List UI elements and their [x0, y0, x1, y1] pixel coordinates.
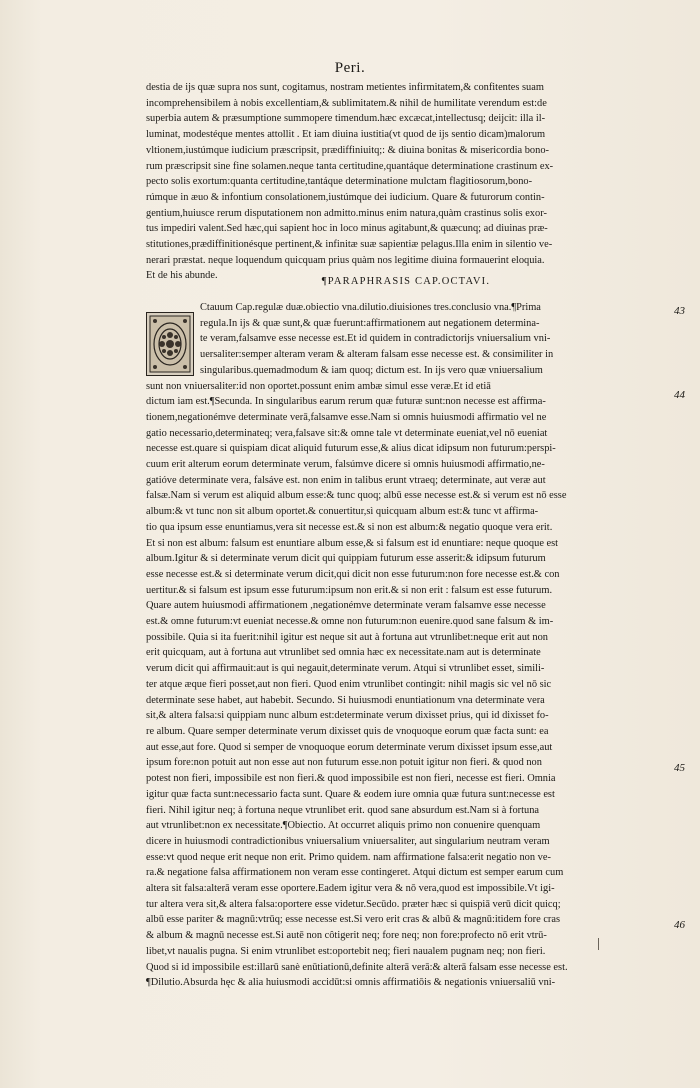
ink-mark: [598, 938, 599, 950]
text-line: Quare autem huiusmodi affirmationem ,negationémve determinate veram falsamve esse necesse: [146, 600, 546, 612]
text-line: rum præscripsit sine fine solamen.neque tanta certitudine,quantáque determinatione crastinum ex-: [146, 160, 554, 172]
section-heading: ¶PARAPHRASIS CAP.OCTAVI.: [321, 276, 491, 287]
text-line: album:& vt tunc non sit album oportet.& conuertitur,sì quicquam album est:& tunc vt affirma-: [146, 506, 539, 518]
text-line: determinate sese habet, aut habebit. Secundo. Si huiusmodi enuntiationum vna determinate vera: [146, 694, 545, 706]
text-line: cuum erit alterum eorum determinate verum, falsúmve dicere si omnis huiusmodi affirmatio,ne-: [146, 459, 545, 471]
text-line: aut esse,aut fore. Quod si semper de vnoquoque eorum determinate verum dixisset ipsum esse,aut: [146, 741, 553, 753]
text-line: libet,vt naualis pugna. Si enim vtrunlibet est:oportebit neq; fieri naualem pugnam neq; non fieri.: [146, 945, 546, 957]
text-line: Quod si id impossibile est:illarū sanè enūtiationū,definite alterā verā:& alterā falsam esse necesse est.: [146, 961, 568, 973]
text-line: tus impediri valent.Sed hæc,qui sapient hoc in loco minus agitabunt,& quæcunq; ad diuinas præ-: [146, 223, 548, 235]
running-head: Peri.: [334, 60, 366, 76]
text-line: altera sit falsa:alterā veram esse oportere.Eadem igitur vera & nō vera,quod est impossibile.Vt igi-: [146, 883, 555, 895]
ornamental-initial-icon: [146, 312, 194, 376]
text-line: potest non fieri, impossibile est non fieri.& quod impossibile est non fieri, necesse est fieri. Omnia: [146, 773, 556, 785]
text-line: pecto solis exortum:quanta certitudine,tantáque determinatione mulctam flagitiosorum,bono-: [146, 176, 533, 188]
text-line: superbia autem & præsumptione summopere timendum.hæc excæcat,intellectusq; deijcit: illa il-: [146, 113, 546, 125]
text-line: stitutiones,prædiffinitionésque pertinent,& infinitæ suæ sapientiæ pelagus.Illa enim in silentio ve-: [146, 239, 553, 251]
text-line: & album & magnū necesse est.Si autē non côtigerit neq; fore neq; non fore:profecto nō erit vtrū-: [146, 930, 547, 942]
text-line: albū esse pariter & magnū:vtrūq; esse necesse est.Si vero erit cras & albū & magnū:itidem fore cras: [146, 914, 561, 926]
text-line: luminat, modestéque mentes attollit . Et iam diuina iustitia(vt quod de ijs sentio dicam)malorum: [146, 129, 546, 141]
text-line: uersaliter:semper alteram veram & alteram falsam esse necesse est. & consimiliter in: [200, 349, 554, 361]
margin-number: 44: [674, 389, 685, 401]
text-line: ¶Dilutio.Absurda hęc & alia huiusmodi accidūt:si omnis affirmatiōis & negationis vniuersaliū vni-: [146, 977, 556, 989]
text-line: Et si non est album: falsum est enuntiare album esse,& si falsum est id enuntiare: neque quoque est: [146, 537, 559, 549]
text-line: uertitur.& si falsum est ipsum esse futurum:ipsum non erit.& si non erit : falsum est esse futurum.: [146, 584, 553, 596]
text-line: ipsum fore:non potuit aut non esse aut non futurum esse.non potuit igitur non fieri. & quod non: [146, 757, 542, 769]
margin-number: 43: [674, 305, 685, 317]
text-line: esse necesse est.& si determinate verum dicit,qui dicit non esse futurum:non fore necesse est.& con: [146, 568, 560, 580]
text-line: esse:vt quod neque erit neque non erit. Primo quidem. nam affirmatione falsa:erit negatio non ve-: [146, 851, 551, 863]
text-line: erit quicquam, aut à fortuna aut vtrunlibet sed omnia hæc ex necessitate.nam aut is determinate: [146, 647, 541, 659]
margin-number: 45: [674, 762, 685, 774]
text-line: gatio necessario,determinateq; vera,falsave sit:& omne tale vt determinate eueniat,vel nō eueniat: [146, 427, 548, 439]
text-line: album.Igitur & si determinate verum dicit qui quippiam futurum esse asserit:& idipsum futurum: [146, 553, 546, 565]
text-line: dictum iam est.¶Secunda. In singularibus earum rerum quæ futuræ sunt:non necesse est affirma-: [146, 396, 546, 408]
text-line: aut vtrunlibet:non ex necessitate.¶Obiectio. At occurret aliquis primo non conuenire quenquam: [146, 820, 541, 832]
text-line: ter atque æque fieri posset,aut non fieri. Quod enim vtrunlibet contingit: nihil magis sic vel nō sic: [146, 678, 552, 690]
text-line: Et de his abunde.: [146, 270, 218, 282]
text-line: igitur quæ facta sunt:necessario facta sunt. Quare & eodem iure omnia quæ futura sunt:necesse est: [146, 788, 555, 800]
text-line: est.& omne futurum:vt eueniat necesse.& omne non futurum:non euenire.quod sane falsum & im-: [146, 616, 554, 628]
text-line: vltionem,iustúmque iudicium præscripsit, prædiffiniuitq;: & diuina bonitas & misericordia bono-: [146, 144, 549, 156]
text-line: destia de ijs quæ supra nos sunt, cogitamus, nostram metientes infirmitatem,& confitentes suam: [146, 82, 544, 93]
text-line: sit,& altera falsa:si quippiam nunc album est:determinate verum dixisset prius, qui id dixisset fo-: [146, 710, 549, 722]
text-line: tio qua ipsum esse enuntiamus,vera sit necesse est.& si non est album:& negatio quoque vera erit.: [146, 521, 553, 533]
rosette-icon: [149, 315, 191, 373]
text-line: gatióve determinate vera, falsáve est. non enim in talibus erunt vtraeq; determinate, aut veræ aut: [146, 474, 546, 486]
text-line: necesse est.quare si quispiam dicat aliquid futurum esse,& alius dicat idipsum non futurum:perspi-: [146, 443, 556, 455]
text-line: dicere in huiusmodi contradictionibus vniuersalium vniuersaliter, aut singularium neutram veram: [146, 835, 550, 847]
text-line: possibile. Quia si ita fuerit:nihil igitur est neque sit aut à fortuna aut vtrunlibet:neque erit aut non: [146, 631, 548, 643]
main-text-block: [146, 300, 666, 991]
margin-number: 46: [674, 919, 685, 931]
text-line: Ctauum Cap.regulæ duæ.obiectio vna.dilutio.diuisiones tres.conclusio vna.¶Prima: [200, 302, 541, 313]
text-line: incomprehensibilem à nobis excellentiam,& sublimitatem.& nihil de humilitate verendum est:de: [146, 97, 547, 109]
text-line: tionem,negationémve determinate verā,falsamve esse.Nam si omnis huiusmodi affirmatio vel ne: [146, 411, 547, 423]
text-line: ra.& negatione falsa affirmationem non veram esse contingeret. Atqui dictum est semper earum cum: [146, 867, 564, 879]
text-line: re album. Quare semper determinate verum dixisset quis de vnoquoque eorum quæ facta sunt: ea: [146, 725, 549, 737]
intro-text-block: [146, 80, 666, 284]
text-line: te veram,falsamve esse necesse est.Et id quidem in contradictorijs vniuersalium vni-: [200, 333, 551, 345]
text-line: regula.In ijs & quæ sunt,& quæ fuerunt:affirmationem aut negationem determina-: [200, 317, 540, 329]
text-line: singularibus.quemadmodum & iam quoq; dictum est. In ijs vero quæ vniuersalium: [200, 364, 543, 376]
text-line: verum dicit qui affirmauit:aut is qui negauit,determinate verum. Atqui si vtrunlibet esset, simili-: [146, 663, 545, 675]
text-line: gentium,huiusce rerum disputationem non admitto.minus enim natura,quàm crastinus solis exor-: [146, 207, 547, 219]
text-line: nerari præstat. neque loquendum quicquam prius quàm nos legitime diuina formauerint eloquia.: [146, 254, 545, 266]
text-line: fieri. Nihil igitur neq; à fortuna neque vtrunlibet erit. quod sane absurdum est.Nam si à fortuna: [146, 804, 540, 816]
text-line: rúmque in æuo & infontium consolationem,iustúmque dei iudicium. Quare & futurorum contin-: [146, 191, 545, 203]
text-line: falsæ.Nam si verum est aliquid album esse:& tunc quoq; albū esse necesse est.& si verum est nō esse: [146, 490, 567, 502]
text-line: sunt non vniuersaliter:id non oportet.possunt enim ambæ simul esse veræ.Et id etiā: [146, 380, 491, 392]
text-line: tur altera vera sit,& altera falsa:oportere esse videtur.Secūdo. præter hæc si quispiā verū dicit quicq;: [146, 898, 561, 910]
